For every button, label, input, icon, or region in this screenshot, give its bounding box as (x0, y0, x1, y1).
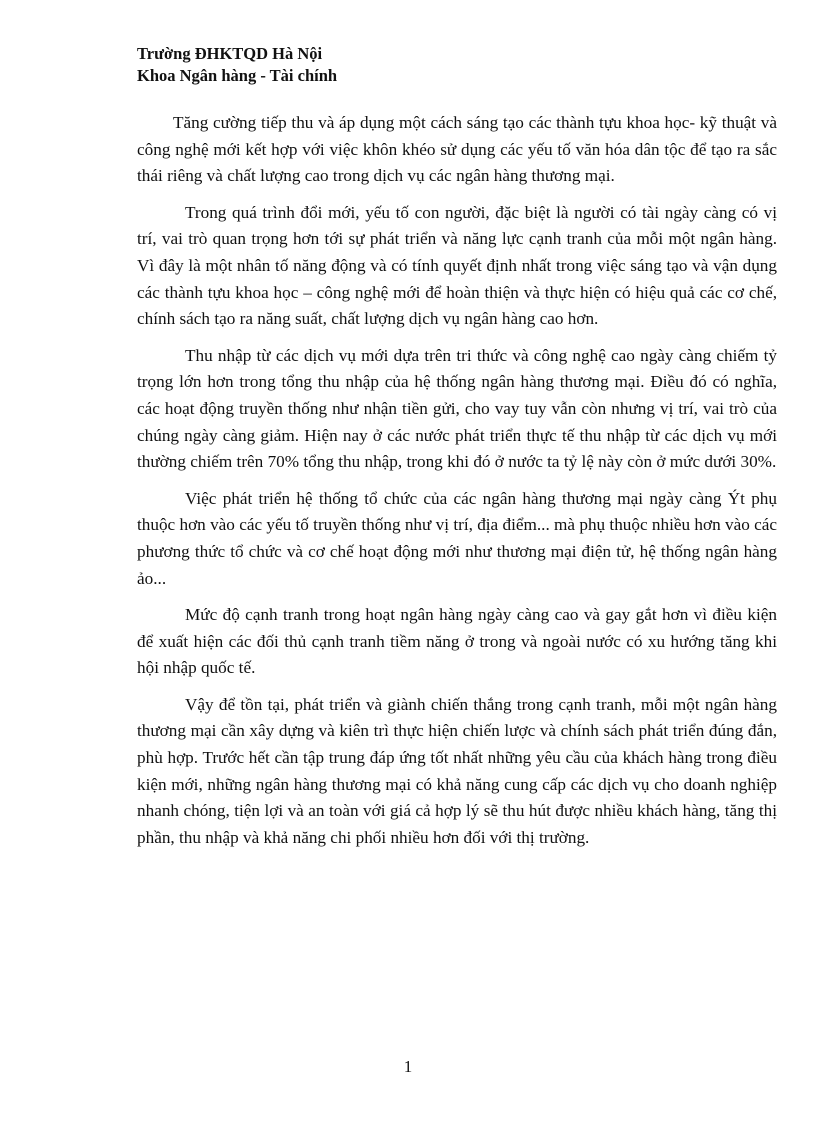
document-header (137, 43, 337, 87)
paragraph-5: Mức độ cạnh tranh trong hoạt ngân hàng ngày càng cao và gay gắt hơn vì điều kiện để xuất hiện các đối thủ cạnh tranh tiềm năng ở trong và ngoài nước có xu hướng tăng khi hội nhập quốc tế. (137, 605, 777, 678)
header-faculty: Khoa Ngân hàng - Tài chính (137, 66, 338, 85)
page-number: 1 (403, 1057, 413, 1076)
paragraph-3: Thu nhập từ các dịch vụ mới dựa trên tri thức và công nghệ cao ngày càng chiếm tỷ trọng lớn hơn trong tổng thu nhập của hệ thống ngân hàng thương mại. Điều đó có nghĩa, các hoạt động truyền thống như nhận tiền gửi, cho vay tuy vẫn còn nhưng vị trí, vai trò của chúng ngày càng giảm. Hiện nay ở các nước phát triển thực tế thu nhập từ các dịch vụ mới thường chiếm trên 70% tổng thu nhập, trong khi đó ở nước ta tỷ lệ này còn ở mức dưới 30%. (137, 345, 777, 472)
document-body (137, 110, 777, 861)
header-university: Trường ĐHKTQD Hà Nội (137, 44, 323, 63)
paragraph-6: Vậy để tồn tại, phát triển và giành chiến thắng trong cạnh tranh, mỗi một ngân hàng thương mại cần xây dựng và kiên trì thực hiện chiến lược và chính sách phát triển đúng đắn, phù hợp. Trước hết cần tập trung đáp ứng tốt nhất những yêu cầu của khách hàng trong điều kiện mới, những ngân hàng thương mại có khả năng cung cấp các dịch vụ cho doanh nghiệp nhanh chóng, tiện lợi và an toàn với giá cả hợp lý sẽ thu hút được nhiều khách hàng, tăng thị phần, thu nhập và khả năng chi phối nhiều hơn đối với thị trường. (137, 694, 777, 847)
paragraph-4: Việc phát triển hệ thống tổ chức của các ngân hàng thương mại ngày càng Ýt phụ thuộc hơn vào các yếu tố truyền thống như vị trí, địa điểm... mà phụ thuộc nhiều hơn vào các phương thức tổ chức và cơ chế hoạt động mới như thương mại điện tử, hệ thống ngân hàng ảo... (137, 488, 777, 588)
paragraph-2: Trong quá trình đổi mới, yếu tố con người, đặc biệt là người có tài ngày càng có vị trí, vai trò quan trọng hơn tới sự phát triển và năng lực cạnh tranh của mỗi một ngân hàng. Vì đây là một nhân tố năng động và có tính quyết định nhất trong việc sáng tạo và vận dụng các thành tựu khoa học – công nghệ mới để hoàn thiện và thực hiện có hiệu quả các cơ chế, chính sách tạo ra năng suất, chất lượng dịch vụ ngân hàng cao hơn. (137, 202, 777, 329)
paragraph-1: Tăng cường tiếp thu và áp dụng một cách sáng tạo các thành tựu khoa học- kỹ thuật và công nghệ mới kết hợp với việc khôn khéo sử dụng các yếu tố văn hóa dân tộc để tạo ra sắc thái riêng và chất lượng cao trong dịch vụ các ngân hàng thương mại. (137, 113, 777, 186)
